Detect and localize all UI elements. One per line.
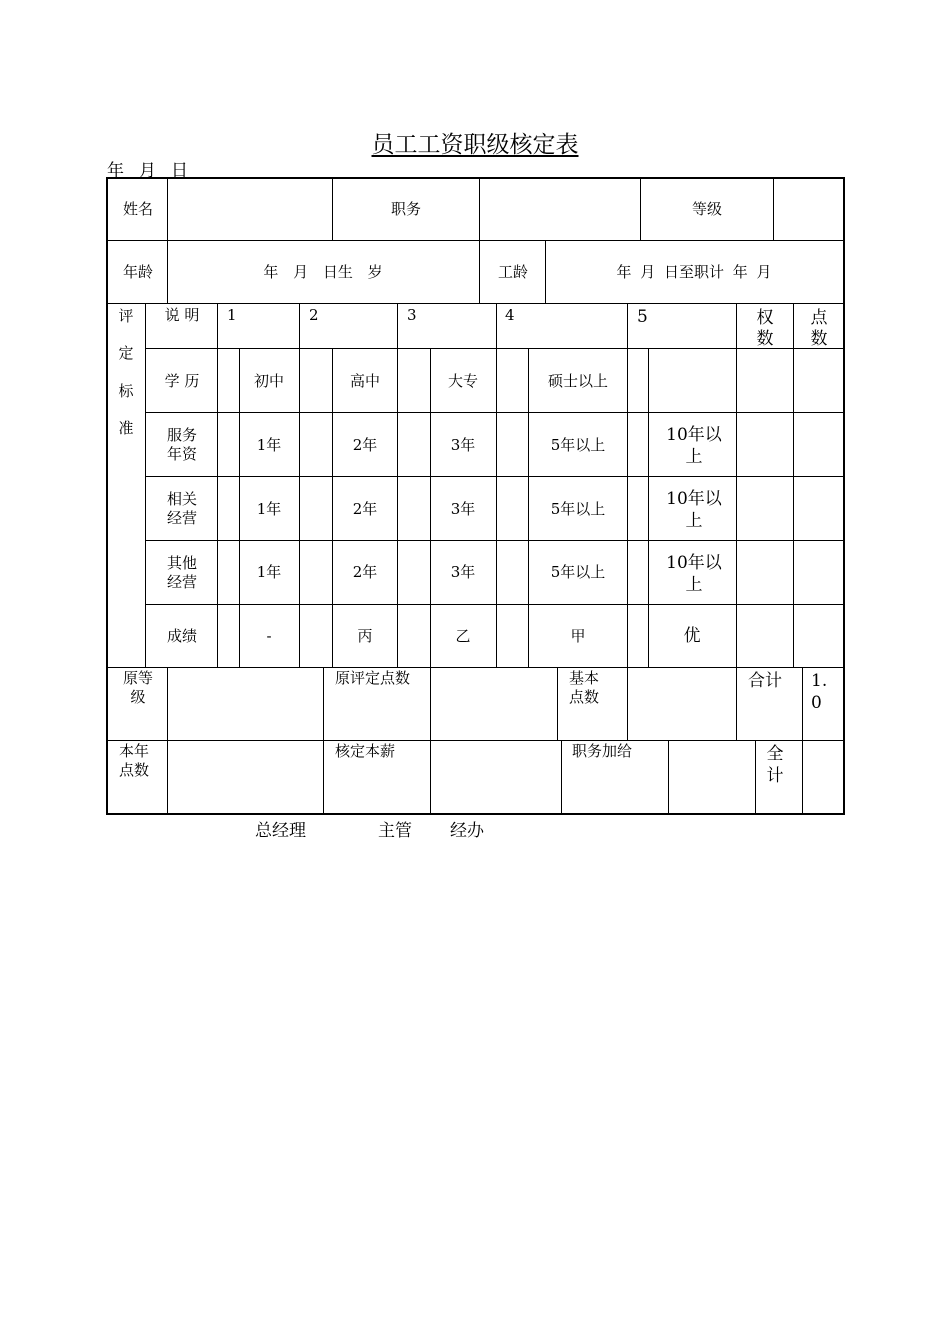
col-line: [145, 303, 146, 667]
col-line: [802, 740, 803, 814]
row-other-level-2: 2年: [352, 563, 378, 581]
total-label: 合计: [748, 671, 782, 691]
row-line-4: [145, 412, 844, 413]
row-other-level-5: 10年以上: [666, 553, 722, 595]
level-5-header: 5: [637, 307, 648, 327]
row-related-label-2: 经营: [166, 509, 198, 527]
col-line: [561, 740, 562, 814]
grand-total-label-1: 全: [766, 744, 784, 764]
row-line-9: [106, 740, 844, 741]
row-education-level-3: 大专: [447, 372, 479, 390]
points-label-2: 数: [810, 329, 828, 349]
col-line: [668, 740, 669, 814]
weight-label-1: 权: [756, 308, 774, 328]
row-performance-level-3: 乙: [455, 627, 471, 645]
row-line-8: [106, 667, 844, 668]
col-line: [736, 667, 737, 741]
seniority-text: 年 月 日至职计 年 月: [616, 263, 772, 281]
row-service-level-1: 1年: [256, 436, 282, 454]
year-points-label-2: 点数: [118, 761, 150, 779]
col-line: [793, 303, 794, 667]
row-service-level-3: 3年: [450, 436, 476, 454]
col-line: [239, 348, 240, 667]
criteria-side-char-3: 标: [118, 382, 134, 400]
row-related-level-1: 1年: [256, 500, 282, 518]
duty-bonus-label: 职务加给: [572, 742, 633, 760]
col-line: [802, 667, 803, 741]
row-performance-label: 成绩: [166, 627, 198, 645]
total-value-1: 1.: [811, 671, 828, 691]
col-line: [557, 667, 558, 741]
row-other-level-4: 5年以上: [550, 563, 606, 581]
signature-handler: 经办: [450, 821, 484, 841]
col-line: [648, 348, 649, 667]
level-2-header: 2: [309, 306, 319, 324]
col-line: [217, 303, 218, 667]
row-line-1: [106, 240, 844, 241]
explain-label: 说 明: [164, 306, 200, 324]
level-4-header: 4: [505, 306, 515, 324]
row-education-level-4: 硕士以上: [547, 372, 609, 390]
row-related-level-3: 3年: [450, 500, 476, 518]
col-line: [167, 177, 168, 303]
row-other-level-3: 3年: [450, 563, 476, 581]
criteria-side-char-1: 评: [118, 307, 134, 325]
col-line: [397, 303, 398, 667]
row-education-label: 学 历: [164, 372, 200, 390]
row-service-label-2: 年资: [166, 445, 198, 463]
date-month: 月: [139, 161, 156, 181]
total-value-2: 0: [811, 693, 822, 713]
col-line: [167, 667, 168, 814]
col-line: [640, 177, 641, 240]
col-line: [627, 303, 628, 667]
row-performance-level-2: 丙: [357, 627, 373, 645]
row-related-label-1: 相关: [166, 490, 198, 508]
base-salary-label: 核定本薪: [335, 742, 396, 760]
col-line: [627, 667, 628, 741]
col-line: [496, 303, 497, 667]
col-line: [332, 348, 333, 667]
row-service-level-5: 10年以上: [666, 425, 722, 467]
col-line: [479, 177, 480, 303]
criteria-side-char-4: 准: [118, 419, 134, 437]
form-title: 员工工资职级核定表: [371, 132, 579, 158]
row-line-5: [145, 476, 844, 477]
grade-label: 等级: [691, 200, 723, 218]
col-line: [323, 740, 324, 814]
date-day: 日: [171, 161, 188, 181]
birth-text: 年 月 日生 岁: [263, 263, 383, 281]
col-line: [545, 240, 546, 303]
row-service-level-2: 2年: [352, 436, 378, 454]
year-points-label-1: 本年: [118, 742, 150, 760]
seniority-label: 工龄: [497, 263, 529, 281]
col-line: [299, 303, 300, 667]
row-line-7: [145, 604, 844, 605]
base-points-label-2: 点数: [569, 688, 600, 706]
row-performance-level-5: 优: [683, 626, 701, 646]
criteria-side-char-2: 定: [118, 344, 134, 362]
row-related-level-4: 5年以上: [550, 500, 606, 518]
level-3-header: 3: [407, 306, 417, 324]
signature-supervisor: 主管: [378, 821, 412, 841]
weight-label-2: 数: [756, 329, 774, 349]
grand-total-label-2: 计: [766, 766, 784, 786]
col-line: [323, 667, 324, 741]
row-service-level-4: 5年以上: [550, 436, 606, 454]
row-education-level-2: 高中: [349, 372, 381, 390]
row-related-level-2: 2年: [352, 500, 378, 518]
row-line-3: [145, 348, 844, 349]
orig-points-label: 原评定点数: [335, 669, 411, 687]
col-line: [773, 177, 774, 240]
orig-grade-label-2: 级: [130, 688, 146, 706]
row-performance-level-4: 甲: [570, 627, 586, 645]
name-label: 姓名: [122, 200, 154, 218]
col-line: [430, 348, 431, 667]
row-line-6: [145, 540, 844, 541]
base-points-label-1: 基本: [569, 669, 600, 687]
col-line: [755, 740, 756, 814]
row-education-level-1: 初中: [253, 372, 285, 390]
points-label-1: 点: [810, 308, 828, 328]
row-service-label-1: 服务: [166, 426, 198, 444]
position-label: 职务: [390, 200, 422, 218]
col-line: [430, 667, 431, 814]
orig-grade-label-1: 原等: [122, 669, 154, 687]
age-label: 年龄: [122, 263, 154, 281]
col-line: [528, 348, 529, 667]
signature-general-manager: 总经理: [255, 821, 306, 841]
row-performance-level-1: -: [266, 627, 272, 645]
date-year: 年: [107, 161, 124, 181]
row-related-level-5: 10年以上: [666, 489, 722, 531]
col-line: [332, 177, 333, 240]
row-other-level-1: 1年: [256, 563, 282, 581]
row-other-label-1: 其他: [166, 554, 198, 572]
row-other-label-2: 经营: [166, 573, 198, 591]
col-line: [736, 303, 737, 667]
level-1-header: 1: [227, 306, 237, 324]
